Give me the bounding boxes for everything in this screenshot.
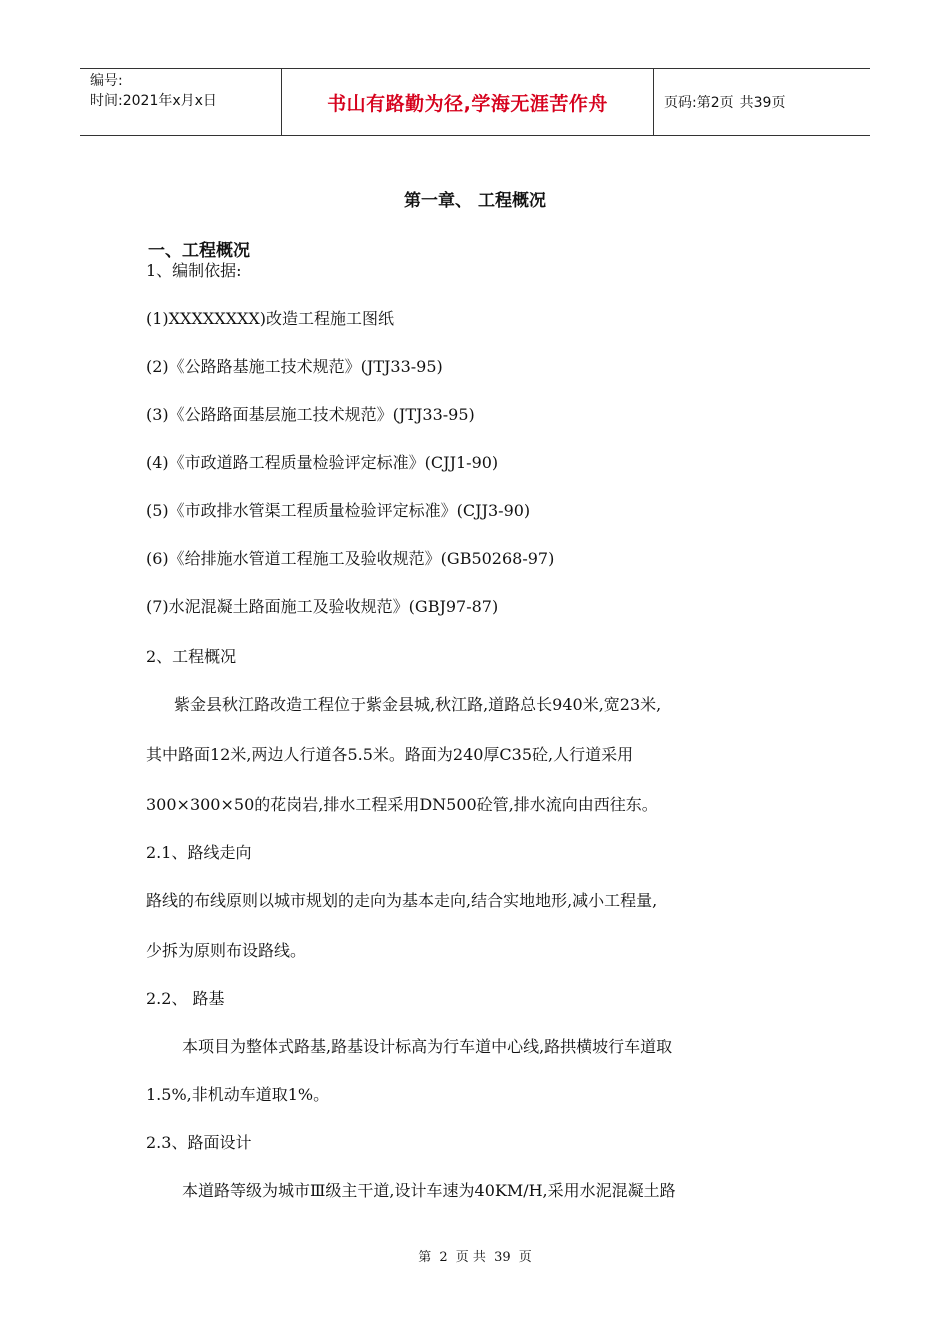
page-footer bbox=[0, 1246, 950, 1265]
route-heading: 2.1、路线走向 bbox=[146, 843, 252, 862]
footer-total: 39 bbox=[494, 1250, 511, 1265]
chapter-title: 第一章、 工程概况 bbox=[404, 191, 546, 211]
header-page: 页码:第2页 bbox=[664, 95, 734, 111]
header-total: 共39页 bbox=[739, 95, 786, 111]
pavement-heading: 2.3、路面设计 bbox=[146, 1133, 252, 1152]
header-left-cell bbox=[80, 69, 282, 135]
basis-item-1: (1)XXXXXXXX)改造工程施工图纸 bbox=[146, 309, 395, 328]
page-header bbox=[80, 68, 870, 136]
header-motto: 书山有路勤为径,学海无涯苦作舟 bbox=[282, 69, 654, 135]
section-title: 一、工程概况 bbox=[148, 241, 250, 261]
basis-item-2: (2)《公路路基施工技术规范》(JTJ33-95) bbox=[146, 357, 443, 376]
footer-page: 2 bbox=[439, 1250, 448, 1265]
overview-para-line-2: 其中路面12米,两边人行道各5.5米。路面为240厚C35砼,人行道采用 bbox=[146, 745, 634, 764]
footer-mid: 页 共 bbox=[455, 1250, 486, 1265]
subgrade-heading: 2.2、 路基 bbox=[146, 989, 225, 1008]
basis-item-4: (4)《市政道路工程质量检验评定标准》(CJJ1-90) bbox=[146, 453, 499, 472]
subgrade-para-line-2: 1.5%,非机动车道取1%。 bbox=[146, 1085, 330, 1104]
overview-para-line-3: 300×300×50的花岗岩,排水工程采用DN500砼管,排水流向由西往东。 bbox=[146, 795, 658, 814]
pavement-para-line-1: 本道路等级为城市Ⅲ级主干道,设计车速为40KM/H,采用水泥混凝土路 bbox=[182, 1181, 676, 1200]
header-page-info bbox=[654, 69, 870, 135]
footer-suffix: 页 bbox=[518, 1250, 532, 1265]
subgrade-para-line-1: 本项目为整体式路基,路基设计标高为行车道中心线,路拱横坡行车道取 bbox=[182, 1037, 673, 1056]
route-para-line-2: 少拆为原则布设路线。 bbox=[146, 941, 307, 960]
header-date: 时间:2021年x月x日 bbox=[90, 93, 217, 109]
basis-item-7: (7)水泥混凝土路面施工及验收规范》(GBJ97-87) bbox=[146, 597, 499, 616]
basis-heading: 1、编制依据: bbox=[146, 261, 242, 280]
route-para-line-1: 路线的布线原则以城市规划的走向为基本走向,结合实地地形,减小工程量, bbox=[146, 891, 658, 910]
basis-item-6: (6)《给排施水管道工程施工及验收规范》(GB50268-97) bbox=[146, 549, 555, 568]
header-number: 编号: bbox=[90, 73, 123, 89]
footer-prefix: 第 bbox=[418, 1250, 432, 1265]
overview-para-line-1: 紫金县秋江路改造工程位于紫金县城,秋江路,道路总长940米,宽23米, bbox=[174, 695, 662, 714]
overview-heading: 2、工程概况 bbox=[146, 647, 237, 666]
basis-item-5: (5)《市政排水管渠工程质量检验评定标准》(CJJ3-90) bbox=[146, 501, 531, 520]
basis-item-3: (3)《公路路面基层施工技术规范》(JTJ33-95) bbox=[146, 405, 475, 424]
